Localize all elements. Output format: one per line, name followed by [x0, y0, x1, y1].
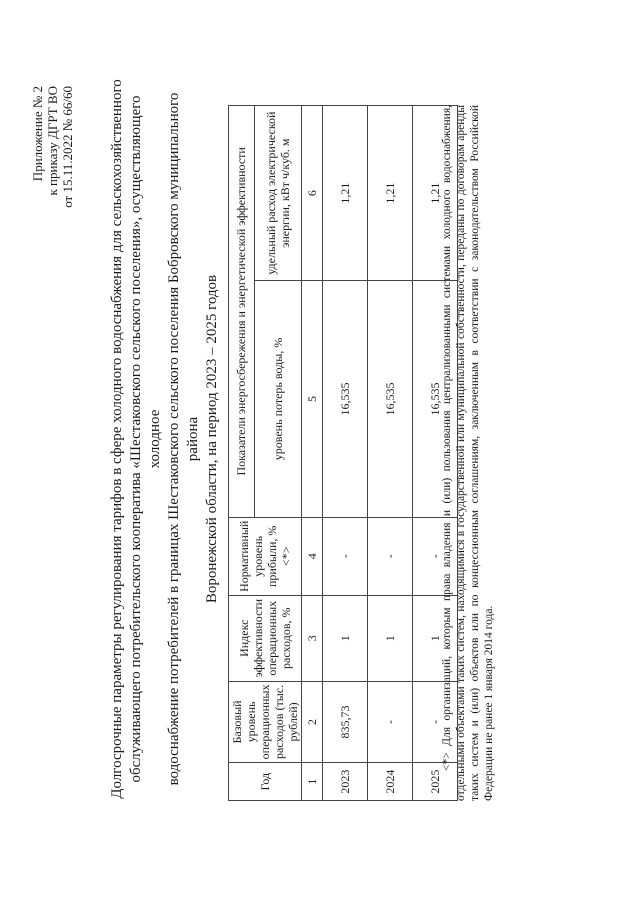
document-title	[108, 69, 222, 809]
title-line: обслуживающего потребительского кооператива «Шестаковского сельского поселения», осуществляющего холодное	[128, 95, 163, 783]
cell-electricity: 1,21	[368, 106, 413, 281]
title-line: Долгосрочные параметры регулирования тарифов в сфере холодного водоснабжения для сельскохозяйственного	[109, 79, 125, 799]
cell-year: 2024	[368, 763, 413, 801]
cell-efficiency-index: 1	[368, 595, 413, 681]
cell-electricity: 1,21	[323, 106, 368, 281]
header-profit-level: Нормативный уровень прибыли, % <*>	[229, 517, 302, 595]
appendix-reference	[30, 86, 75, 208]
cell-year: 2025	[413, 763, 458, 801]
parameters-table	[228, 105, 458, 801]
title-line: водоснабжение потребителей в границах Шестаковского сельского поселения Бобровского муниципального района	[166, 92, 201, 786]
column-number: 3	[302, 595, 323, 681]
cell-year: 2023	[323, 763, 368, 801]
cell-efficiency-index: 1	[413, 595, 458, 681]
cell-base-level: -	[368, 681, 413, 763]
table-row	[323, 106, 368, 801]
header-efficiency-index: Индекс эффективности операционных расходов, %	[229, 595, 302, 681]
cell-water-loss: 16,535	[413, 281, 458, 517]
cell-water-loss: 16,535	[368, 281, 413, 517]
footnote: <*> Для организаций, которым права владения и (или) пользования централизованными системами холодного водоснабжения, отдельными объектами таких систем, находящимися в государственной или муниципальной собственности, переданы по договорам аренды таких систем и (или) объектов или по концессионным соглашениям, заключенным в соответствии с законодательством Российской Федерации не ранее 1 января 2014 года.	[441, 105, 495, 801]
cell-base-level: -	[413, 681, 458, 763]
appendix-date: от 15.11.2022 № 66/60	[60, 86, 75, 208]
appendix-order: к приказу ДГРТ ВО	[45, 86, 60, 196]
column-number: 6	[302, 106, 323, 281]
appendix-number: Приложение № 2	[30, 86, 45, 182]
header-electricity: удельный расход электрической энергии, кВт ч/куб. м	[254, 106, 301, 281]
column-number: 5	[302, 281, 323, 517]
cell-base-level: 835,73	[323, 681, 368, 763]
title-line: Воронежской области, на период 2023 – 2025 годов	[204, 274, 220, 604]
header-water-loss: уровень потерь воды, %	[254, 281, 301, 517]
cell-profit-level: -	[368, 517, 413, 595]
column-number: 2	[302, 681, 323, 763]
cell-profit-level: -	[323, 517, 368, 595]
header-year: Год	[229, 763, 302, 801]
header-base-level: Базовый уровень операционных расходов (тыс. рублей)	[229, 681, 302, 763]
column-number: 1	[302, 763, 323, 801]
table-header-row	[229, 106, 255, 801]
cell-water-loss: 16,535	[323, 281, 368, 517]
cell-electricity: 1,21	[413, 106, 458, 281]
cell-efficiency-index: 1	[323, 595, 368, 681]
cell-profit-level: -	[413, 517, 458, 595]
column-number: 4	[302, 517, 323, 595]
table-row	[368, 106, 413, 801]
column-number-row	[302, 106, 323, 801]
header-energy-group: Показатели энергосбережения и энергетической эффективности	[229, 106, 255, 518]
